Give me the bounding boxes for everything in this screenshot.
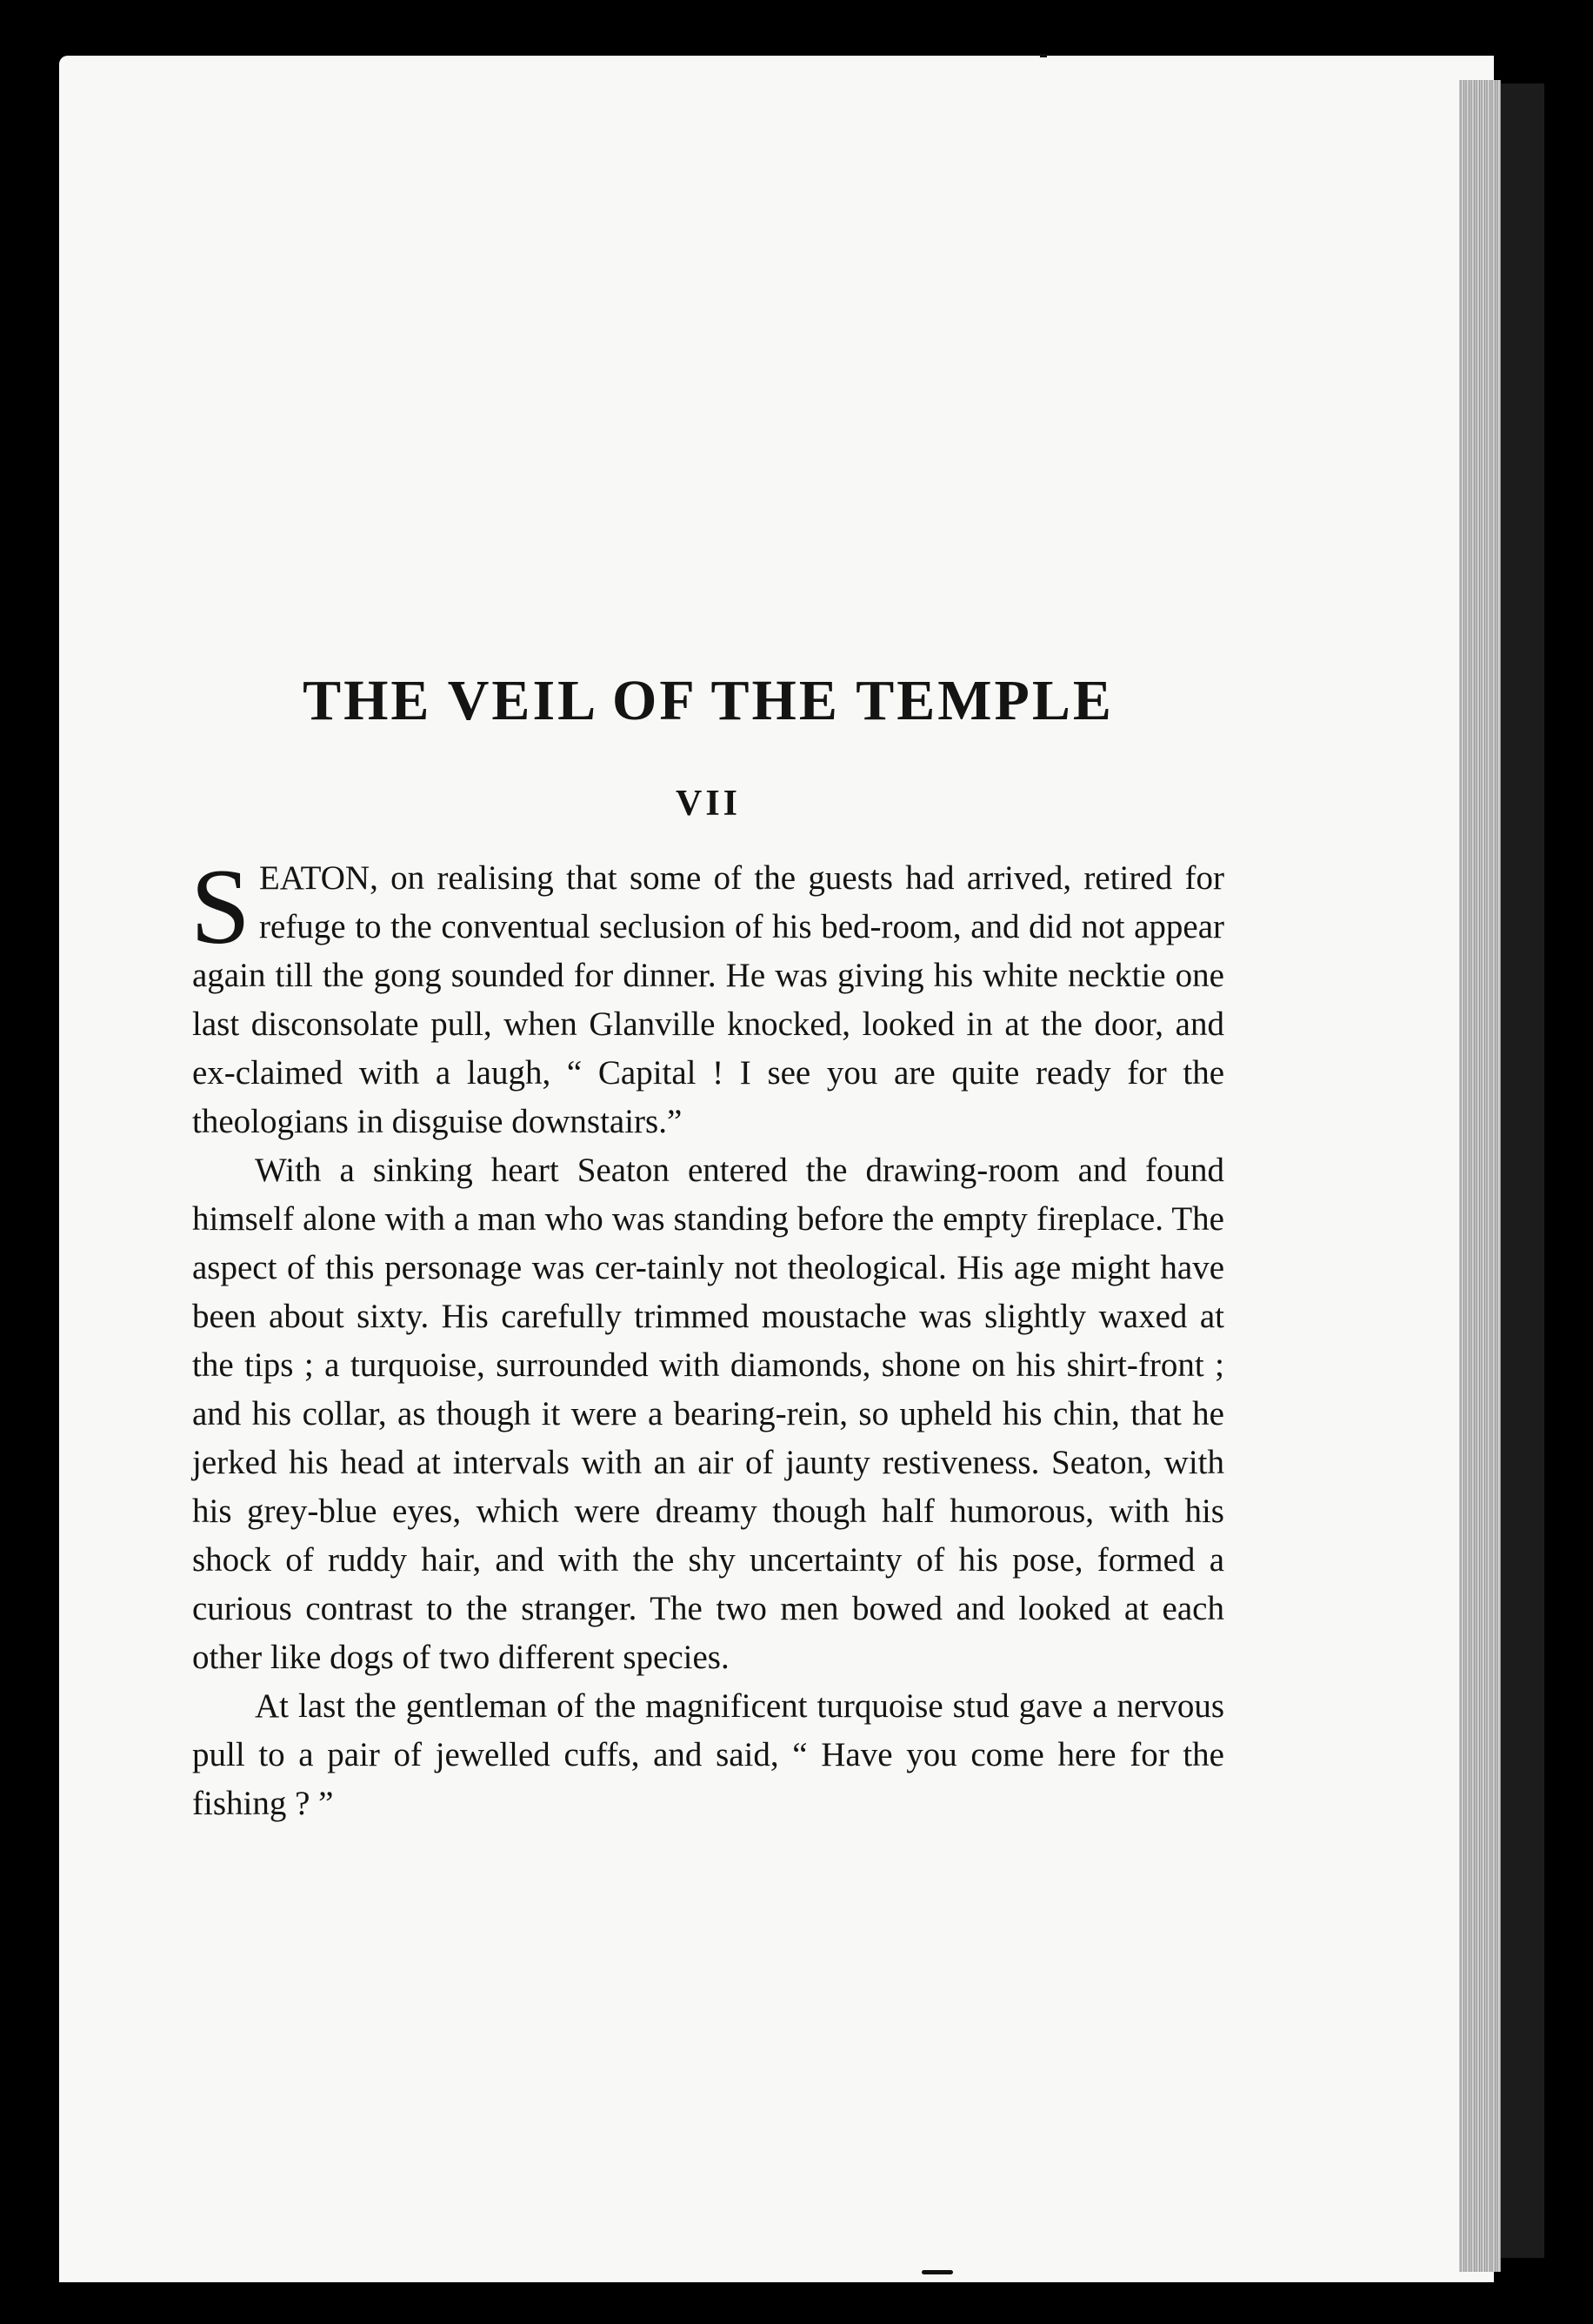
page-edges [1459,80,1501,2272]
paragraph-text: EATON, on realising that some of the guests had arrived, retired for refuge to the conventual seclusion of his bed-room, and did not appear again till the gong sounded for dinner. He was giving his white necktie one last disconsolate pull, when Glanville knocked, looked in at the door, and ex-claimed with a laugh, “ Capital ! I see you are quite ready for the theologians in disguise downstairs.” [192,859,1224,1140]
book-cover-edge [1501,83,1544,2258]
page-content [192,659,1224,1828]
drop-cap: S [190,847,250,966]
scan-speck [1040,54,1047,57]
body-paragraph: With a sinking heart Seaton entered the drawing-room and found himself alone with a man who was standing before the empty fireplace. The aspect of this personage was cer-tainly not theological. His age might have been about sixty. His carefully trimmed moustache was slightly waxed at the tips ; a turquoise, surrounded with diamonds, shone on his shirt-front ; and his collar, as though it were a bearing-rein, so upheld his chin, that he jerked his head at intervals with an air of jaunty restiveness. Seaton, with his grey-blue eyes, which were dreamy though half humorous, with his shock of ruddy hair, and with the shy uncertainty of his pose, formed a curious contrast to the stranger. The two men bowed and looked at each other like dogs of two different species. [192,1152,1224,1676]
scan-speck [922,2270,953,2274]
body-paragraph: At last the gentleman of the magnificent turquoise stud gave a nervous pull to a pair of jewelled cuffs, and said, “ Have you come here for the fishing ? ” [192,1687,1224,1822]
chapter-number: VII [675,784,742,824]
body-paragraph [190,847,1224,1146]
page-title: THE VEIL OF THE TEMPLE [303,669,1114,732]
